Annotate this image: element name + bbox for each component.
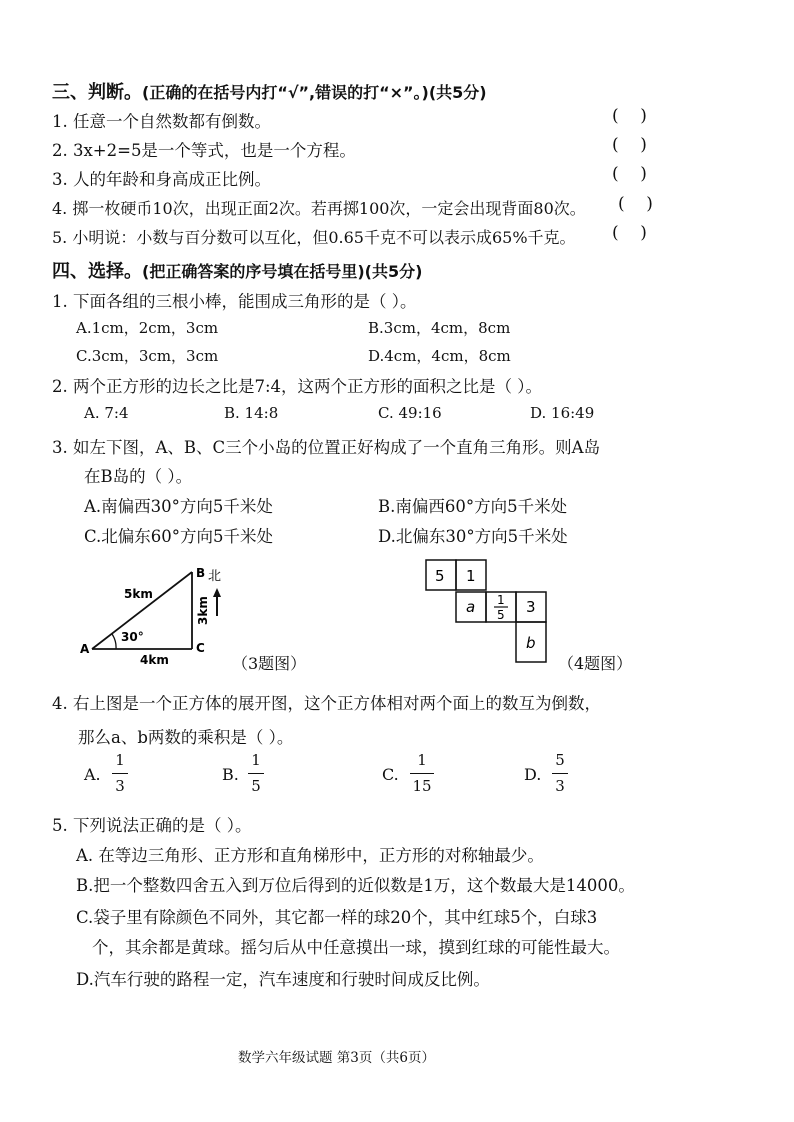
north-arrow-icon (213, 588, 221, 597)
q4-a-denominator: 3 (115, 777, 125, 795)
question-3-stem-line2: 在B岛的（ ）。 (84, 467, 193, 486)
angle-arc (112, 634, 116, 649)
section4-header (52, 257, 422, 283)
q5-option-c-line1[interactable]: C.袋子里有除颜色不同外，其它都一样的球20个，其中红球5个，白球3 (76, 908, 598, 927)
q4-c-denominator: 15 (412, 777, 432, 795)
q4-option-a-label[interactable]: A. (84, 765, 101, 784)
q4-option-b-fraction[interactable] (248, 753, 264, 794)
q4-c-numerator: 1 (417, 751, 427, 769)
point-b-label: B (196, 566, 206, 580)
net-value-5: 5 (435, 567, 445, 585)
q1-option-d[interactable]: D.4cm，4cm，8cm (368, 347, 511, 365)
question-1-stem: 1. 下面各组的三根小棒，能围成三角形的是（ ）。 (52, 292, 417, 311)
question-2-stem: 2. 两个正方形的边长之比是7:4，这两个正方形的面积之比是（ ）。 (52, 377, 543, 396)
judge-item-5: 5. 小明说：小数与百分数可以互化，但0.65千克不可以表示成65%千克。 (52, 228, 576, 247)
q2-option-c[interactable]: C. 49:16 (378, 404, 442, 422)
q4-b-fraction-bar (248, 773, 264, 774)
q4-a-fraction-bar (112, 773, 128, 774)
q3-option-c[interactable]: C.北偏东60°方向5千米处 (84, 527, 274, 546)
judge-answer-bracket-2[interactable]: ( ) (612, 135, 647, 155)
q4-d-denominator: 3 (555, 777, 565, 795)
q4-a-numerator: 1 (115, 751, 125, 769)
q2-option-a[interactable]: A. 7:4 (84, 404, 129, 422)
judge-answer-bracket-4[interactable]: ( ) (618, 194, 653, 214)
net-value-3: 3 (526, 598, 536, 616)
point-a-label: A (80, 642, 90, 656)
q5-option-b[interactable]: B.把一个整数四舍五入到万位后得到的近似数是1万，这个数最大是14000。 (76, 876, 635, 895)
q4-b-denominator: 5 (251, 777, 261, 795)
section3-instruction: (正确的在括号内打“√”,错误的打“×”。)(共5分) (142, 83, 487, 102)
q4-option-c-label[interactable]: C. (382, 765, 399, 784)
q5-option-c-line2[interactable]: 个，其余都是黄球。摇匀后从中任意摸出一球，摸到红球的可能性最大。 (92, 938, 620, 957)
q4-option-a-fraction[interactable] (112, 753, 128, 794)
q5-option-d[interactable]: D.汽车行驶的路程一定，汽车速度和行驶时间成反比例。 (76, 970, 490, 989)
side-ac-length: 4km (140, 653, 169, 667)
net-value-1: 1 (466, 567, 476, 585)
question-4-stem-line2: 那么a、b两数的乘积是（ ）。 (78, 728, 294, 747)
net-fraction-denominator: 5 (497, 608, 505, 622)
q3-option-b[interactable]: B.南偏西60°方向5千米处 (378, 497, 568, 516)
q2-option-b[interactable]: B. 14:8 (224, 404, 279, 422)
net-value-a: a (466, 598, 476, 616)
section3-header (52, 78, 487, 104)
q4-d-numerator: 5 (555, 751, 565, 769)
section3-title: 三、判断。 (52, 82, 142, 103)
judge-answer-bracket-1[interactable]: ( ) (612, 106, 647, 126)
judge-item-3: 3. 人的年龄和身高成正比例。 (52, 170, 271, 189)
point-c-label: C (196, 641, 205, 655)
question-4-stem-line1: 4. 右上图是一个正方体的展开图，这个正方体相对两个面上的数互为倒数， (52, 694, 601, 713)
net-fraction-numerator: 1 (497, 593, 505, 607)
q4-option-b-label[interactable]: B. (222, 765, 239, 784)
north-label: 北 (208, 569, 222, 584)
judge-item-4: 4. 掷一枚硬币10次，出现正面2次。若再掷100次，一定会出现背面80次。 (52, 199, 586, 218)
q2-option-d[interactable]: D. 16:49 (530, 404, 595, 422)
net-value-b: b (526, 634, 536, 652)
q3-option-a[interactable]: A.南偏西30°方向5千米处 (84, 497, 273, 516)
q4-option-d-fraction[interactable] (552, 753, 568, 794)
side-bc-length: 3km (196, 596, 210, 625)
section4-title: 四、选择。 (52, 261, 142, 282)
angle-label: 30° (121, 630, 144, 644)
section4-instruction: (把正确答案的序号填在括号里)(共5分) (142, 262, 423, 281)
fig3-caption: （3题图） (232, 654, 307, 673)
page-footer: 数学六年级试题 第3页（共6页） (238, 1050, 435, 1066)
q3-option-d[interactable]: D.北偏东30°方向5千米处 (378, 527, 568, 546)
judge-answer-bracket-5[interactable]: ( ) (612, 223, 647, 243)
question-5-stem: 5. 下列说法正确的是（ ）。 (52, 816, 252, 835)
side-ab-length: 5km (124, 587, 153, 601)
q4-c-fraction-bar (410, 773, 434, 774)
q1-option-a[interactable]: A.1cm，2cm，3cm (76, 319, 219, 337)
judge-answer-bracket-3[interactable]: ( ) (612, 164, 647, 184)
fig4-caption: （4题图） (558, 654, 633, 673)
judge-item-2: 2. 3x+2=5是一个等式，也是一个方程。 (52, 141, 356, 160)
q1-option-b[interactable]: B.3cm，4cm，8cm (368, 319, 511, 337)
q4-d-fraction-bar (552, 773, 568, 774)
judge-item-1: 1. 任意一个自然数都有倒数。 (52, 112, 271, 131)
q4-option-c-fraction[interactable] (410, 753, 434, 794)
q4-b-numerator: 1 (251, 751, 261, 769)
q4-option-d-label[interactable]: D. (524, 765, 542, 784)
question-3-stem-line1: 3. 如左下图，A、B、C三个小岛的位置正好构成了一个直角三角形。则A岛 (52, 438, 601, 457)
q5-option-a[interactable]: A. 在等边三角形、正方形和直角梯形中，正方形的对称轴最少。 (76, 846, 544, 865)
q1-option-c[interactable]: C.3cm，3cm，3cm (76, 347, 219, 365)
q4-cube-net-figure (420, 556, 580, 666)
